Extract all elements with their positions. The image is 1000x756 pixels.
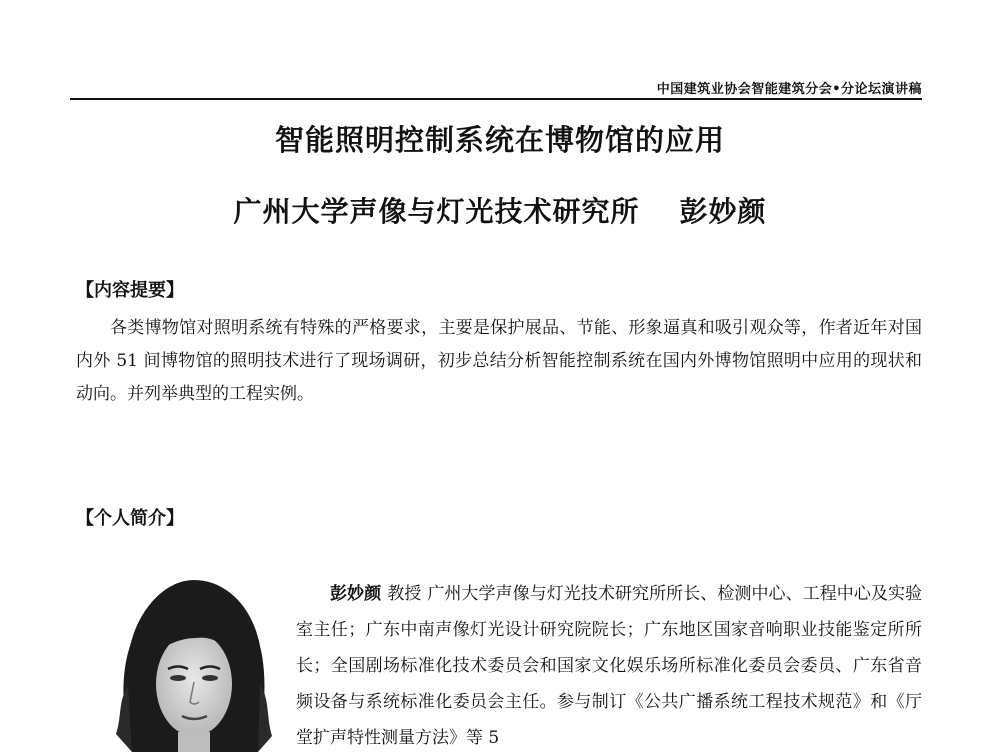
running-header <box>70 76 922 100</box>
article-title: 智能照明控制系统在博物馆的应用 <box>274 123 725 157</box>
running-header-text: 中国建筑业协会智能建筑分会•分论坛演讲稿 <box>656 82 922 97</box>
author-name: 彭妙颜 <box>679 195 767 228</box>
author-affiliation: 广州大学声像与灯光技术研究所 <box>233 195 640 228</box>
author-portrait <box>112 566 272 752</box>
abstract-heading: 【内容提要】 <box>76 280 184 301</box>
abstract-paragraph: 各类博物馆对照明系统有特殊的严格要求，主要是保护展品、节能、形象逼真和吸引观众等，作者近年对国内外 51 间博物馆的照明技术进行了现场调研，初步总结分析智能控制系统在国内外博物馆照明中应用的现状和动向。并列举典型的工程实例。 <box>76 318 922 404</box>
bio-heading: 【个人简介】 <box>76 508 184 529</box>
bio-body <box>296 576 922 756</box>
byline <box>0 190 1000 230</box>
bio-rank: 教授 <box>387 584 422 604</box>
bio-name: 彭妙颜 <box>330 584 382 604</box>
bio-text: 广州大学声像与灯光技术研究所所长、检测中心、工程中心及实验室主任；广东中南声像灯光设计研究院院长；广东地区国家音响职业技能鉴定所所长；全国剧场标准化技术委员会和国家文化娱乐场所标准化委员会委员、广东省音频设备与系统标准化委员会主任。参与制订《公共广播系统工程技术规范》和《厅堂扩声特性测量方法》等 5 <box>296 584 923 748</box>
portrait-illustration <box>112 566 272 752</box>
bio-paragraph <box>296 576 922 756</box>
abstract-body <box>76 312 922 411</box>
